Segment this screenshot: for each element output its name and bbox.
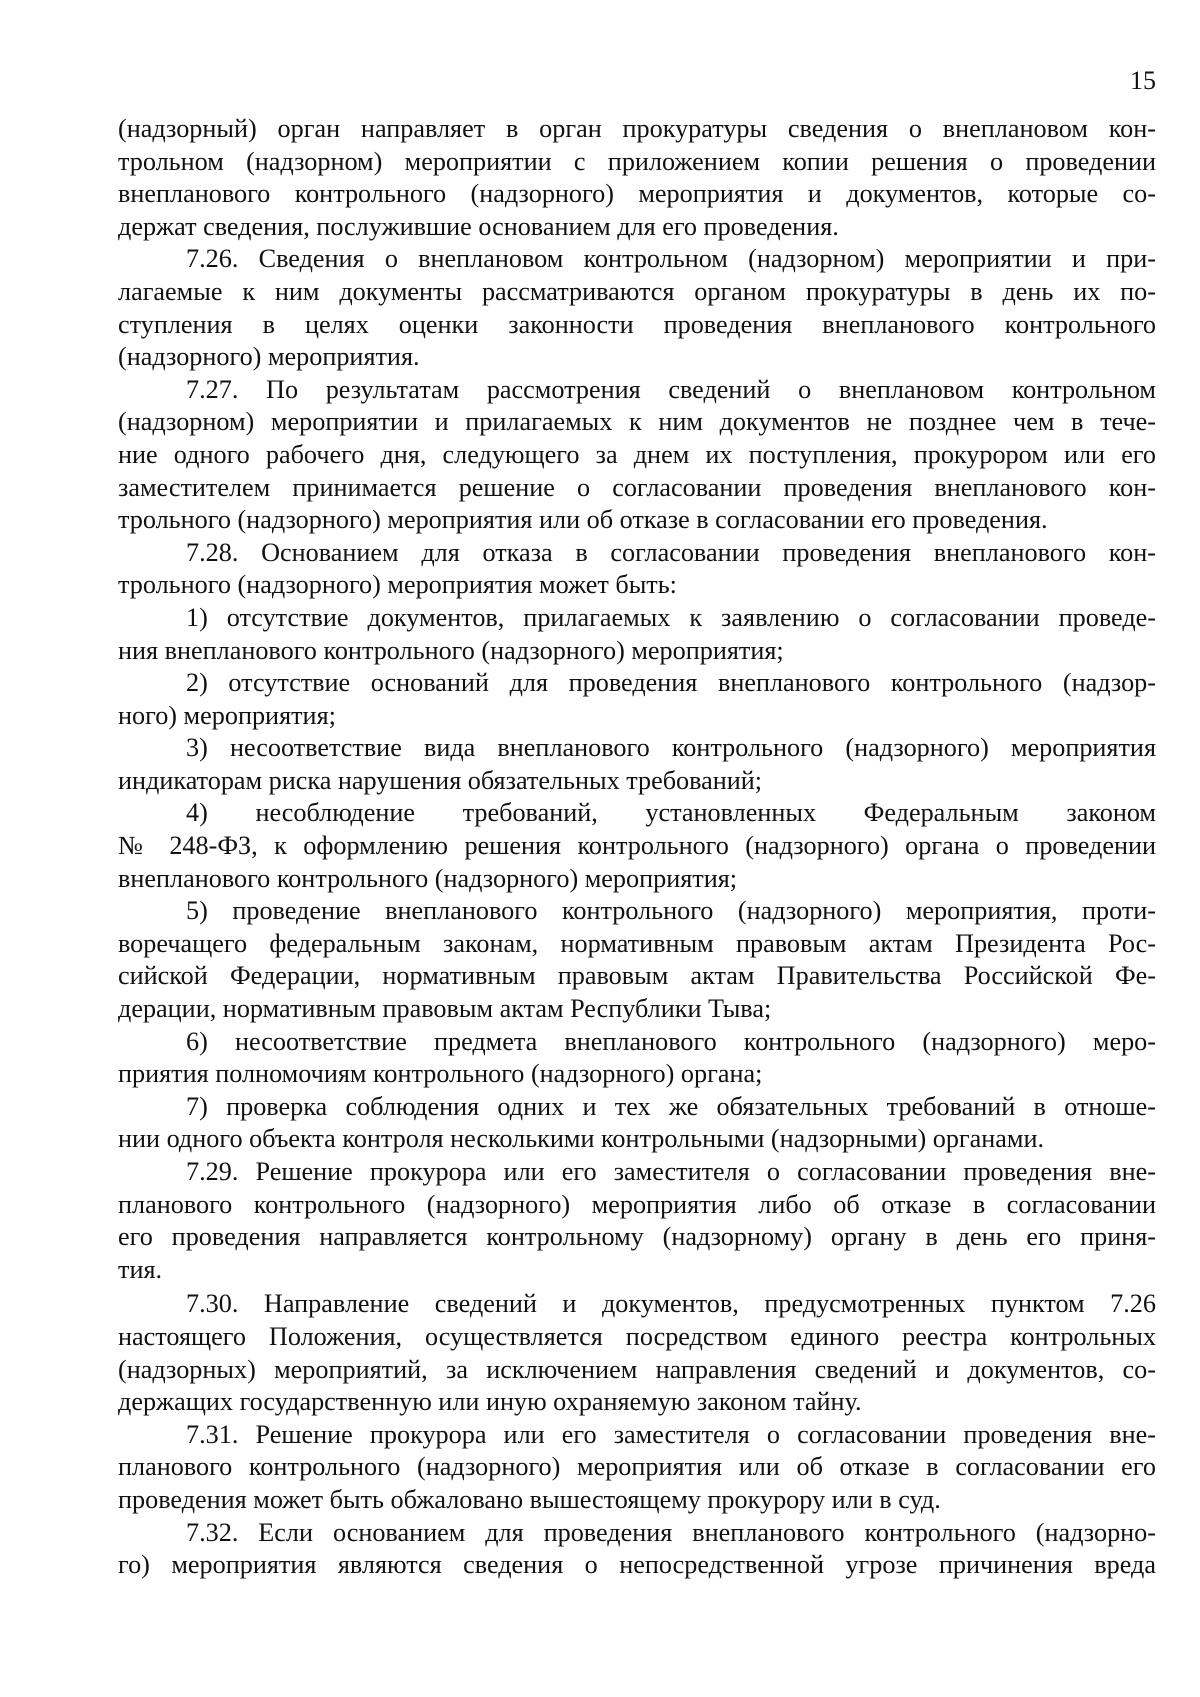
text-line: проведения может быть обжаловано вышестоящему прокурору или в суд. [118,1484,941,1514]
text-line: (надзорного) мероприятия. [118,342,420,372]
text-line: держащих государственную или иную охраняемую законом тайну. [118,1387,862,1417]
text-line: 7.30. Направление сведений и документов, предусмотренных пунктом 7.26 [186,1289,1156,1319]
paragraph [118,667,1156,732]
paragraph [118,1156,1156,1286]
text-line: дерации, нормативным правовым актам Республики Тыва; [118,994,772,1024]
text-line: сийской Федерации, нормативным правовым актам Правительства Российской Фе- [118,961,1156,991]
text-line: заместителем принимается решение о согласовании проведения внепланового кон- [118,472,1156,502]
paragraph [118,732,1156,797]
text-line: воречащего федеральным законам, нормативным правовым актам Президента Рос- [118,928,1156,958]
text-line: ного) мероприятия; [118,700,336,730]
text-line: 7.27. По результатам рассмотрения сведений о внеплановом контрольном [186,374,1156,404]
text-line: трольном (надзорном) мероприятии с приложением копии решения о проведении [118,146,1156,176]
text-line: 3) несоответствие вида внепланового контрольного (надзорного) мероприятия [186,733,1156,763]
text-line: 1) отсутствие документов, прилагаемых к заявлению о согласовании проведе- [186,602,1156,632]
text-line: нии одного объекта контроля несколькими контрольными (надзорными) органами. [118,1124,1045,1154]
text-line: (надзорных) мероприятий, за исключением направления сведений и документов, со- [118,1354,1156,1384]
text-line: 7) проверка соблюдения одних и тех же обязательных требований в отноше- [186,1091,1156,1121]
text-line: держат сведения, послужившие основанием для его проведения. [118,211,839,241]
paragraph [118,1517,1156,1582]
paragraph [118,1026,1156,1091]
paragraph [118,537,1156,602]
text-line: 7.32. Если основанием для проведения внепланового контрольного (надзорно- [186,1517,1156,1547]
text-line: 5) проведение внепланового контрольного (надзорного) мероприятия, проти- [186,896,1156,926]
paragraph [118,1091,1156,1156]
text-line: 7.31. Решение прокурора или его заместителя о согласовании проведения вне- [186,1419,1156,1449]
text-line: го) мероприятия являются сведения о непосредственной угрозе причинения вреда [118,1550,1156,1580]
text-line: ступления в целях оценки законности проведения внепланового контрольного [118,309,1156,339]
text-line: лагаемые к ним документы рассматриваются органом прокуратуры в день их по- [118,276,1156,306]
text-line: 7.28. Основанием для отказа в согласовании проведения внепланового кон- [186,537,1156,567]
text-line: 7.29. Решение прокурора или его заместителя о согласовании проведения вне- [186,1157,1156,1186]
paragraph [118,1288,1156,1418]
paragraph [118,797,1156,895]
text-line: трольного (надзорного) мероприятия или об отказе в согласовании его проведения. [118,505,1048,535]
text-line: внепланового контрольного (надзорного) мероприятия; [118,863,738,893]
paragraph [118,113,1156,243]
text-line: настоящего Положения, осуществляется посредством единого реестра контрольных [118,1321,1156,1351]
text-line: 6) несоответствие предмета внепланового контрольного (надзорного) меро- [186,1026,1156,1056]
text-line: трольного (надзорного) мероприятия может быть: [118,570,677,600]
text-line: приятия полномочиям контрольного (надзорного) органа; [118,1059,763,1089]
text-line: 2) отсутствие оснований для проведения внепланового контрольного (надзор- [186,668,1156,698]
paragraph [118,374,1156,537]
text-line: (надзорном) мероприятии и прилагаемых к ним документов не позднее чем в тече- [118,407,1156,437]
document-body [118,113,1156,1582]
text-line: ние одного рабочего дня, следующего за днем их поступления, прокурором или его [118,439,1156,469]
text-line: 7.26. Сведения о внеплановом контрольном (надзорном) мероприятии и при- [186,244,1156,274]
text-line: его проведения направляется контрольному (надзорному) органу в день его приня- [118,1222,1156,1252]
page-number: 15 [1130,66,1156,95]
text-line: ния внепланового контрольного (надзорного) мероприятия; [118,635,784,665]
paragraph [118,243,1156,373]
text-line: (надзорный) орган направляет в орган прокуратуры сведения о внеплановом кон- [118,114,1156,143]
text-line: индикаторам риска нарушения обязательных требований; [118,765,763,795]
paragraph [118,895,1156,1025]
paragraph [118,1419,1156,1517]
text-line: тия. [118,1254,163,1284]
text-line: планового контрольного (надзорного) мероприятия либо об отказе в согласовании [118,1189,1156,1219]
text-line: 4) несоблюдение требований, установленных Федеральным законом [186,798,1156,828]
text-line: внепланового контрольного (надзорного) мероприятия и документов, которые со- [118,179,1156,209]
text-line: планового контрольного (надзорного) мероприятия или об отказе в согласовании его [118,1452,1156,1482]
text-line: № 248-ФЗ, к оформлению решения контрольного (надзорного) органа о проведении [118,831,1156,861]
paragraph [118,602,1156,667]
